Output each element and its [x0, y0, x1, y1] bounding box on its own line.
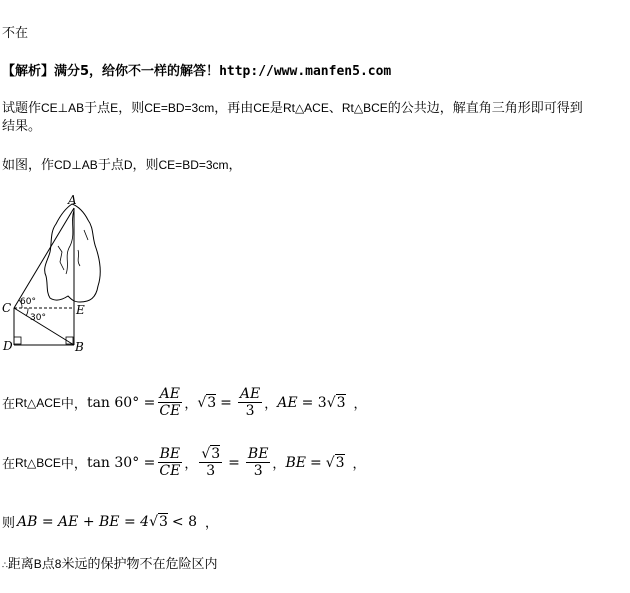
intro-text: ，则: [132, 158, 159, 173]
math-text: BE: [285, 454, 306, 471]
numerator: AE: [159, 386, 181, 402]
sqrt-expr: √3: [197, 394, 217, 411]
step-text: 在: [2, 457, 16, 472]
denominator: 3: [253, 463, 263, 479]
sqrt-value: 3: [335, 454, 345, 471]
math-text: AB = AE + BE = 4: [17, 513, 150, 530]
separator: ，: [184, 397, 198, 412]
label-D: D: [3, 339, 13, 353]
fraction: [199, 446, 222, 479]
conclusion-text: 点: [41, 557, 55, 572]
conclusion-text: B: [33, 557, 42, 571]
intro-text: 如图，作: [2, 158, 55, 173]
label-angle-30: 30°: [30, 313, 46, 323]
math-text: AE: [277, 394, 298, 411]
separator: ，: [352, 457, 366, 472]
hint-text: CE=BD=3cm: [144, 101, 215, 115]
right-angle-D: [14, 337, 21, 344]
hint-text: CE: [253, 101, 270, 115]
step-text: 则: [2, 516, 16, 531]
geometry-figure: [0, 190, 110, 355]
sqrt-value: 3: [158, 513, 168, 530]
separator: ，: [184, 457, 198, 472]
hint-text: ，再由: [214, 101, 254, 116]
denominator: CE: [159, 463, 181, 479]
intro-text: 于点: [97, 158, 124, 173]
hint-text: 、: [328, 101, 342, 116]
sqrt-value: 3: [207, 394, 217, 411]
analysis-url[interactable]: http://www.manfen5.com: [219, 64, 392, 79]
label-A: A: [68, 193, 77, 207]
intro-text: CE=BD=3cm: [158, 158, 229, 172]
label-B: B: [75, 340, 84, 354]
hint-text: ，则: [118, 101, 145, 116]
label-C: C: [2, 301, 12, 315]
step-text: Rt△BCE: [15, 455, 61, 470]
numerator: BE: [159, 446, 181, 462]
denominator: CE: [159, 403, 181, 419]
separator: ，: [205, 516, 219, 531]
separator: ，: [353, 397, 367, 412]
numerator: AE: [239, 386, 261, 402]
sqrt-expr: √3: [326, 394, 346, 411]
fraction: [246, 446, 271, 479]
math-text: tan 60° =: [86, 394, 156, 411]
intro-text: ，: [228, 158, 242, 173]
conclusion: [2, 553, 217, 572]
rock-crack: [78, 250, 80, 266]
separator: ，: [272, 457, 286, 472]
step-1: [2, 386, 367, 419]
hint-line-2: 结果。: [2, 119, 42, 134]
sqrt-value: 3: [336, 394, 346, 411]
step-text: 在: [2, 397, 16, 412]
hint-text: Rt△BCE: [341, 101, 388, 115]
math-text: < 8: [171, 513, 197, 530]
intro-text: CD⊥AB: [54, 158, 98, 172]
hint-text: 的公共边，解直角三角形即可得到: [387, 101, 583, 116]
conclusion-text: 米远的保护物不在危险区内: [61, 557, 218, 572]
fraction: [238, 386, 262, 419]
hint-text: 于点: [84, 101, 111, 116]
angle-arc-30: [26, 308, 28, 316]
conclusion-text: 8: [54, 557, 62, 571]
hint-text: CE⊥AB: [41, 101, 85, 115]
math-text: =: [309, 454, 322, 471]
separator: ，: [264, 397, 278, 412]
denominator: 3: [245, 403, 255, 419]
step-text: 中，: [60, 457, 87, 472]
hint-text: E: [110, 101, 119, 115]
sqrt-expr: √3: [325, 454, 345, 471]
analysis-label: 【解析】: [2, 64, 55, 79]
sqrt-value: 3: [211, 446, 221, 462]
figure-intro: [2, 154, 242, 173]
conclusion-text: 距离: [7, 557, 34, 572]
math-text: tan 30° =: [86, 454, 156, 471]
numerator: √3: [201, 446, 221, 462]
step-3: [2, 512, 218, 531]
sqrt-expr: √3: [149, 513, 168, 530]
math-text: =: [228, 454, 240, 471]
numerator: BE: [247, 446, 269, 462]
step-2: [2, 446, 366, 479]
math-text: = 3: [301, 394, 327, 411]
analysis-header: [2, 60, 391, 79]
therefore-symbol: ∴: [2, 561, 8, 571]
step-text: Rt△ACE: [15, 395, 61, 410]
rock-crack: [58, 246, 64, 270]
intro-text: D: [123, 158, 133, 172]
rock-crack: [84, 230, 88, 240]
fraction: [157, 386, 182, 419]
hint-text: 是: [269, 101, 283, 116]
line-CA: [14, 208, 74, 308]
step-text: 中，: [60, 397, 87, 412]
hint-text: Rt△ACE: [282, 101, 329, 115]
answer-text: 不在: [2, 26, 29, 41]
fraction: [157, 446, 182, 479]
label-angle-60: 60°: [20, 297, 36, 307]
analysis-headline: 满分5，给你不一样的解答！: [54, 64, 220, 79]
hint-line-1: [2, 97, 583, 116]
denominator: 3: [206, 463, 216, 479]
label-E: E: [76, 303, 85, 317]
hint-text: 试题作: [2, 101, 42, 116]
math-text: =: [220, 394, 232, 411]
